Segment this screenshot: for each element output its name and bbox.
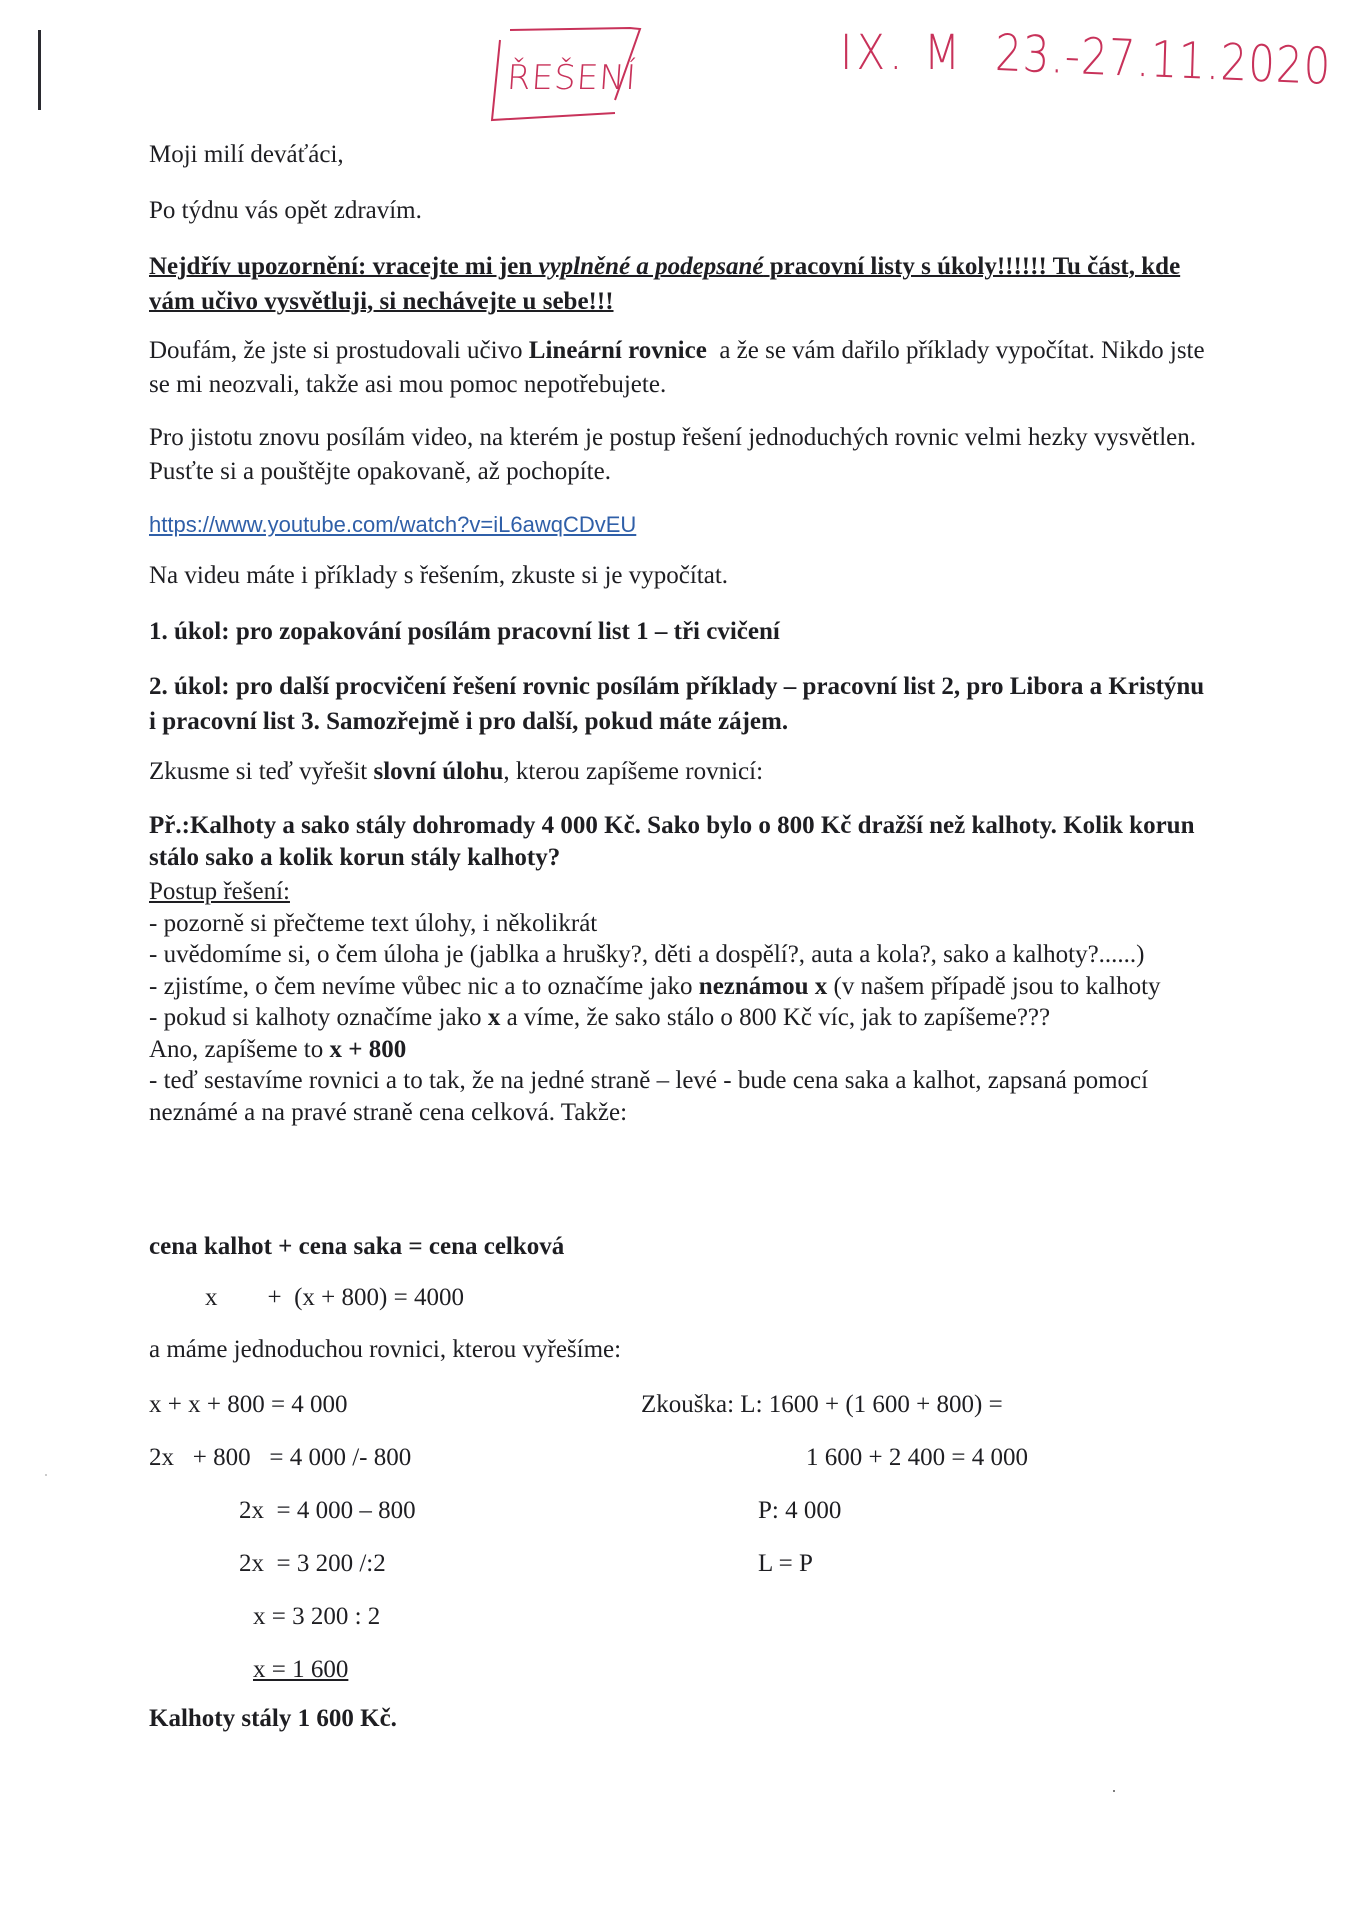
solution-result: x = 1 600	[253, 1656, 349, 1683]
word-formula: cena kalhot + cena saka = cena celková	[149, 1233, 565, 1260]
solve-intro: a máme jednoduchou rovnici, kterou vyřešíme:	[149, 1336, 622, 1363]
step-4-before: - pokud si kalhoty označíme jako	[149, 1004, 488, 1031]
task-1: 1. úkol: pro zopakování posílám pracovní list 1 – tři cvičení	[149, 618, 780, 645]
procedure-steps	[149, 876, 1209, 1128]
scan-speck	[45, 1474, 47, 1476]
wp-intro-after: , kterou zapíšeme rovnicí:	[503, 758, 764, 785]
check-line: 1 600 + 2 400 = 4 000	[806, 1444, 1028, 1471]
video-paragraph: Pro jistotu znovu posílám video, na kterém je postup řešení jednoduchých rovnic velmi hezky vysvětlen. Pusťte si a pouštějte opakovaně, až pochopíte.	[149, 424, 1196, 485]
step-3	[149, 971, 1209, 1003]
step-5-bold: x + 800	[329, 1035, 407, 1063]
handwritten-stamp-text: ŘEŠENÍ	[505, 58, 639, 98]
solution-line: 2x = 4 000 – 800	[239, 1497, 416, 1524]
step-5	[149, 1034, 1209, 1066]
equation-setup: x + (x + 800) = 4000	[205, 1284, 464, 1311]
handwritten-class: IX. M	[840, 24, 965, 81]
procedure-heading: Postup řešení:	[149, 878, 290, 905]
step-5-before: Ano, zapíšeme to	[149, 1035, 330, 1063]
warning-text-1: Nejdřív upozornění: vracejte mi jen	[149, 253, 539, 280]
final-answer: Kalhoty stály 1 600 Kč.	[149, 1705, 397, 1732]
wp-intro-before: Zkusme si teď vyřešit	[149, 758, 374, 785]
step-2: - uvědomíme si, o čem úloha je (jablka a hrušky?, děti a dospělí?, auta a kola?, sako a kalhoty?......)	[149, 941, 1145, 968]
handwritten-date: 23.-27.11.2020	[994, 23, 1333, 96]
wp-intro-bold: slovní úlohu	[373, 758, 504, 785]
step-3-bold: neznámou x	[698, 972, 828, 1000]
scan-artifact-line	[38, 30, 41, 110]
greeting: Moji milí deváťáci,	[149, 141, 344, 168]
step-6: - teď sestavíme rovnici a to tak, že na jedné straně – levé - bude cena saka a kalhot, zapsaná pomocí neznámé a na pravé straně cena celková. Takže:	[149, 1067, 1149, 1126]
step-3-before: - zjistíme, o čem nevíme vůbec nic a to označíme jako	[149, 972, 699, 1000]
check-line: L = P	[758, 1550, 813, 1577]
step-4-bold: x	[487, 1004, 501, 1031]
warning-text-2: pracovní listy s úkoly!!!!!! Tu část, kde vám učivo vysvětluji, si nechávejte u sebe!!!	[149, 253, 1181, 315]
step-4	[149, 1002, 1209, 1034]
step-3-after: (v našem případě jsou to kalhoty	[827, 972, 1161, 1000]
word-problem: Př.:Kalhoty a sako stály dohromady 4 000 Kč. Sako bylo o 800 Kč dražší než kalhoty. Kolik korun stálo sako a kolik korun stály kalhoty?	[149, 812, 1195, 871]
solution-line: x = 3 200 : 2	[253, 1603, 381, 1630]
solution-line: 2x + 800 = 4 000 /- 800	[149, 1444, 412, 1471]
check-line: Zkouška: L: 1600 + (1 600 + 800) =	[641, 1391, 1003, 1418]
step-4-after: a víme, že sako stálo o 800 Kč víc, jak to zapíšeme???	[500, 1004, 1051, 1031]
intro-paragraph: Po týdnu vás opět zdravím.	[149, 197, 422, 224]
task-2: 2. úkol: pro další procvičení řešení rovnic posílám příklady – pracovní list 2, pro Libora a Kristýnu i pracovní list 3. Samozřejmě i pro další, pokud máte zájem.	[149, 673, 1205, 735]
video-link[interactable]: https://www.youtube.com/watch?v=iL6awqCDvEU	[149, 512, 637, 537]
check-line: P: 4 000	[758, 1497, 842, 1524]
examples-paragraph: Na videu máte i příklady s řešením, zkuste si je vypočítat.	[149, 562, 729, 589]
solution-line: x + x + 800 = 4 000	[149, 1391, 348, 1418]
step-1: - pozorně si přečteme text úlohy, i několikrát	[149, 909, 598, 937]
word-problem-intro	[149, 755, 763, 789]
topic-paragraph	[149, 334, 1209, 402]
topic-text-after: a že se vám dařilo příklady vypočítat. Nikdo jste se mi neozvali, takže asi mou pomoc nepotřebujete.	[149, 337, 1211, 398]
warning-emphasis: vyplněné a podepsané	[538, 253, 764, 280]
solution-line: 2x = 3 200 /:2	[239, 1550, 386, 1577]
topic-name: Lineární rovnice	[528, 337, 707, 364]
topic-text-before: Doufám, že jste si prostudovali učivo	[149, 337, 529, 364]
warning-paragraph	[149, 249, 1209, 319]
scan-speck	[1113, 1790, 1115, 1792]
